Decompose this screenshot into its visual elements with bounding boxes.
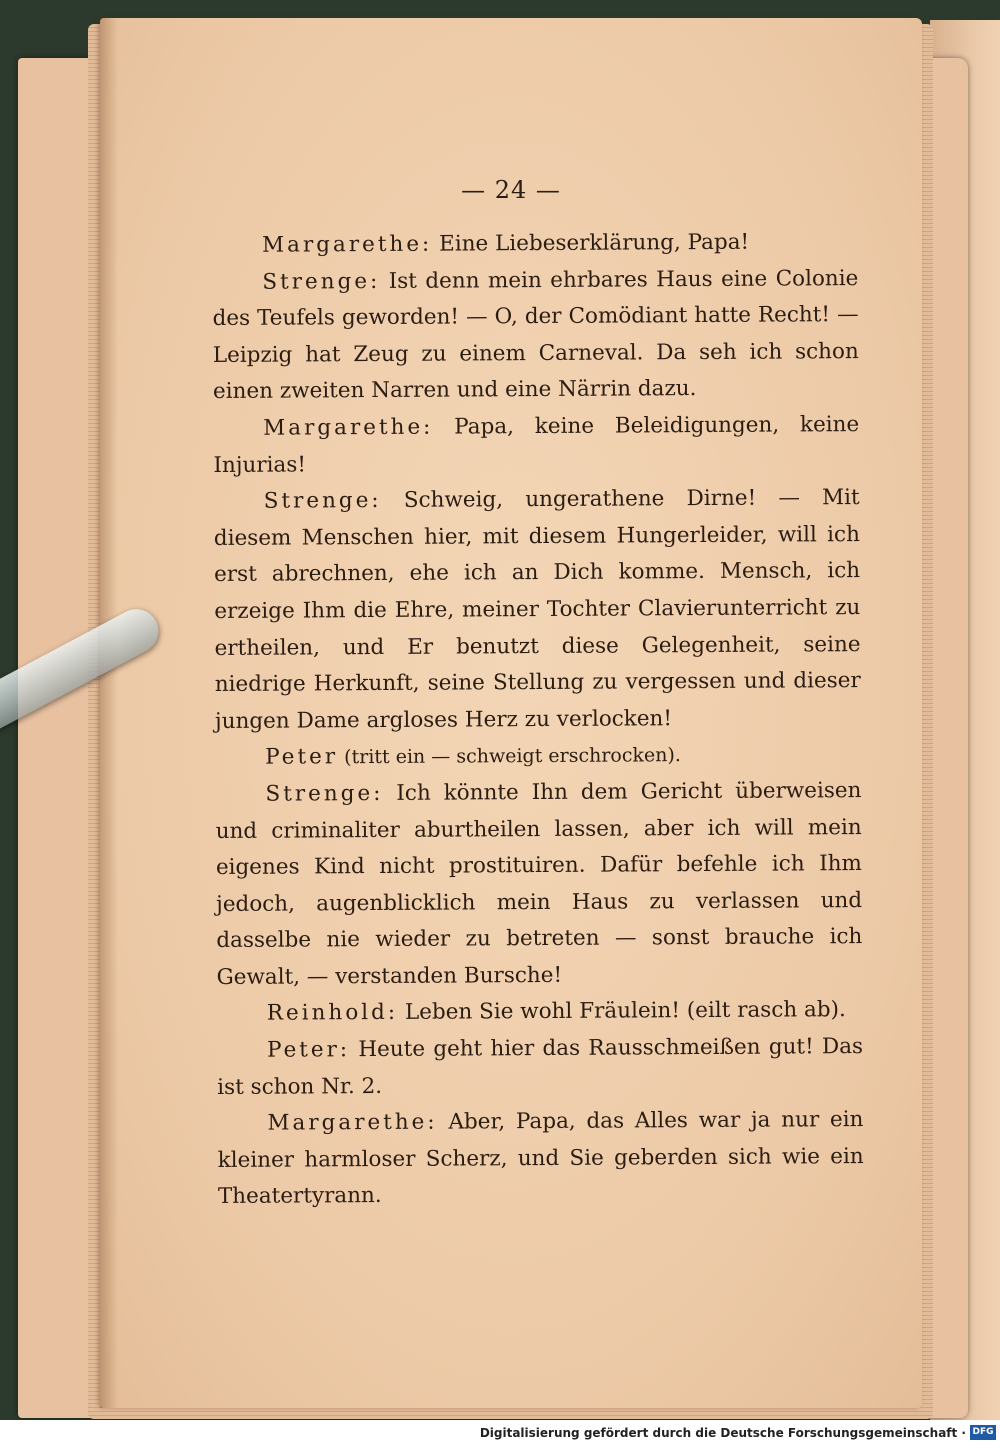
dialogue-text: Heute geht hier das Rausschmeißen gut! Das ist schon Nr. 2. xyxy=(217,1034,864,1100)
dialogue-text: Ich könnte Ihn dem Gericht überweisen und criminaliter aburtheilen lassen, aber ich will mein eigenes Kind nicht prostituiren. Dafür befehle ich Ihm jedoch, augenblicklich mein Haus zu verlassen und dasselbe nie wieder zu betreten — sonst brauche ich Gewalt, — verstanden Bursche! xyxy=(215,777,863,990)
book-page xyxy=(100,18,922,1408)
paragraph xyxy=(212,261,859,411)
stage-direction: (tritt ein — schweigt erschrocken). xyxy=(338,744,681,769)
speaker-name: Peter: xyxy=(266,1037,351,1063)
paragraph xyxy=(215,773,862,997)
dialogue-text: Papa, keine Beleidigungen, keine Injurias! xyxy=(213,412,860,478)
speaker-name: Reinhold: xyxy=(266,1000,399,1027)
speaker-name: Margarethe: xyxy=(262,231,433,258)
dialogue-text: Ist denn mein ehrbares Haus eine Colonie des Teufels geworden! — O, der Comödiant hatte Recht! — Leipzig hat Zeug zu einem Carneval. Da seh ich schon einen zweiten Narren und eine Närrin dazu. xyxy=(212,265,859,405)
paragraph xyxy=(215,736,861,777)
dialogue-text: Leben Sie wohl Fräulein! (eilt rasch ab). xyxy=(398,997,846,1026)
dfg-logo: DFG xyxy=(970,1425,996,1440)
dialogue-text: Aber, Papa, das Alles war ja nur ein kleiner harmloser Scherz, und Sie geberden sich wie ein Theatertyrann. xyxy=(217,1107,864,1210)
paragraph xyxy=(212,224,858,265)
speaker-name: Strenge: xyxy=(263,488,382,514)
paragraph xyxy=(213,407,859,484)
paragraph xyxy=(217,1102,864,1216)
funding-credit: Digitalisierung gefördert durch die Deutsche Forschungsgemeinschaft · xyxy=(479,1426,966,1440)
paragraph xyxy=(214,480,862,740)
spine-shadow xyxy=(100,18,118,1408)
speaker-name: Margarethe: xyxy=(267,1109,438,1136)
page-text xyxy=(212,224,864,1216)
page-number: — 24 — xyxy=(461,176,561,204)
speaker-name: Strenge: xyxy=(265,780,384,807)
footer-bar xyxy=(0,1420,1000,1447)
dialogue-text: Eine Liebeserklärung, Papa! xyxy=(432,229,750,257)
speaker-name: Peter xyxy=(265,744,339,770)
paragraph xyxy=(217,1029,863,1106)
speaker-name: Strenge: xyxy=(262,268,381,295)
dialogue-text: Schweig, ungerathene Dirne! — Mit diesem Menschen hier, mit diesem Hungerleider, will ich erst abrechnen, ehe ich an Dich komme. Mensch, ich erzeige Ihm die Ehre, meiner Tochter Clavierunterricht zu ertheilen, und Er benutzt diese Gelegenheit, seine niedrige Herkunft, seine Stellung zu vergessen und dieser jungen Dame argloses Herz zu verlocken! xyxy=(213,485,861,734)
speaker-name: Margarethe: xyxy=(263,414,434,441)
paragraph xyxy=(217,993,863,1034)
